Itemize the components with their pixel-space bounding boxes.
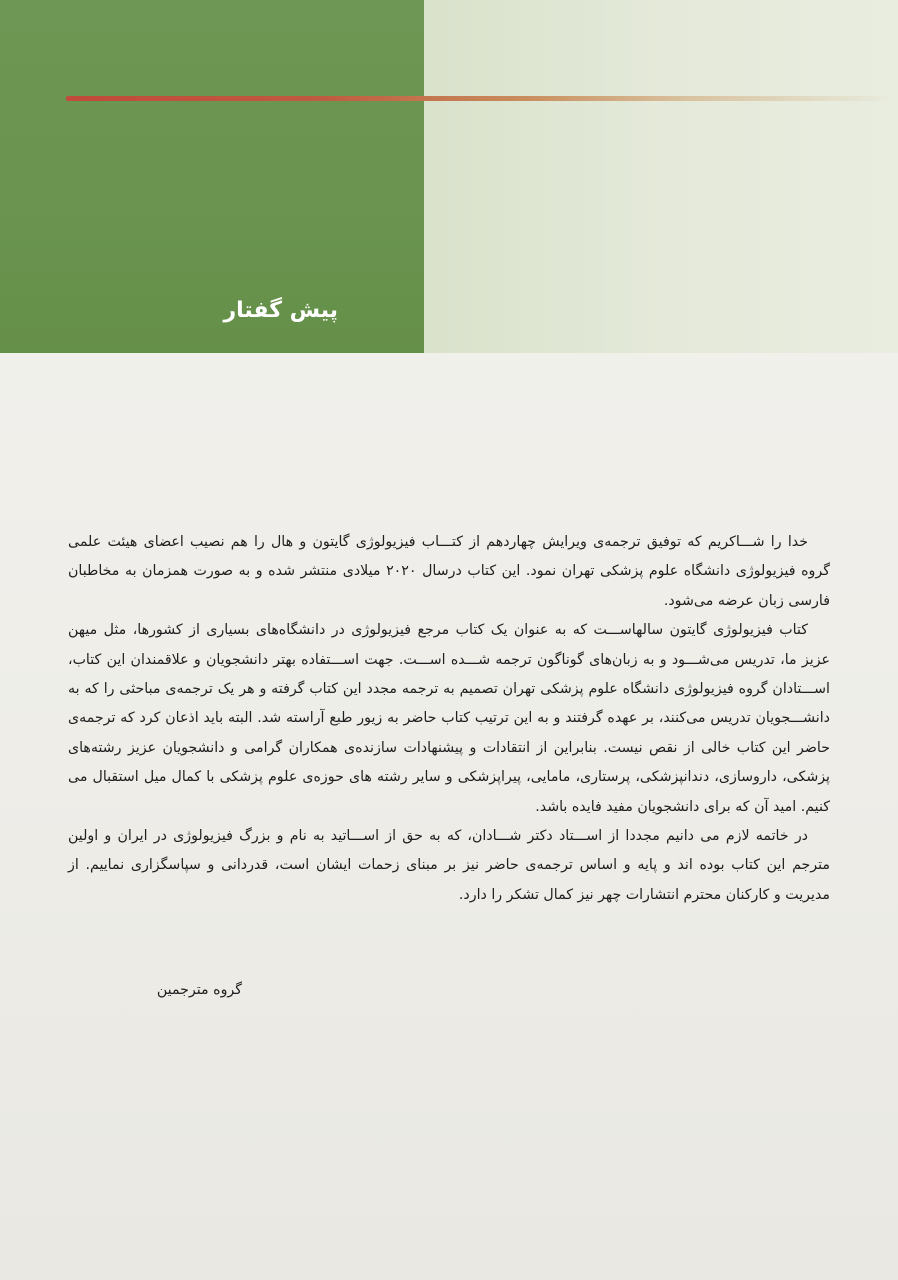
translators-signature: گروه مترجمین (156, 982, 242, 998)
preface-body (68, 528, 830, 910)
section-title: پیش گفتار (223, 298, 338, 323)
preface-paragraph-3: در خاتمه لازم می دانیم مجددا از اســـتاد دکتر شـــادان، که به حق از اســـاتید به نام و بزرگ فیزیولوژی در ایران و اولین مترجم این کتاب بوده اند و پایه و اساس ترجمه‌ی حاضر نیز بر مبنای زحمات ایشان است، قدردانی و سپاسگزاری نماییم. از مدیریت و کارکنان محترم انتشارات چهر نیز کمال تشکر را دارد. (68, 828, 830, 903)
preface-paragraph-2: کتاب فیزیولوژی گایتون سالهاســـت که به عنوان یک کتاب مرجع فیزیولوژی در دانشگاه‌های بسیاری از کشورها، مثل میهن عزیز ما، تدریس می‌شـــود و به زبان‌های گوناگون ترجمه شـــده اســـت. جهت اســـتفاده بهتر دانشجویان و علاقمندان این کتاب، اســـتادان گروه فیزیولوژی دانشگاه علوم پزشکی تهران تصمیم به ترجمه مجدد این کتاب گرفته و هر یک ترجمه‌ی مباحثی را که به دانشـــجویان تدریس می‌کنند، بر عهده گرفتند و به این ترتیب کتاب حاضر به زیور طبع آراسته شد. البته باید اذعان کرد که ترجمه‌ی حاضر این کتاب خالی از نقص نیست. بنابراین از انتقادات و پیشنهادات سازنده‌ی همکاران گرامی و دانشجویان عزیز رشته‌های پزشکی، داروسازی، دندانپزشکی، پرستاری، مامایی، پیراپزشکی و سایر رشته های حوزه‌ی علوم پزشکی با کمال میل استقبال می کنیم. امید آن که برای دانشجویان مفید فایده باشد. (68, 622, 830, 815)
header-accent-line (66, 96, 898, 101)
header-green-panel (0, 0, 424, 353)
preface-paragraph-1: خدا را شـــاکریم که توفیق ترجمه‌ی ویرایش چهاردهم از کتـــاب فیزیولوژی گایتون و هال را هم نصیب اعضای هیئت علمی گروه فیزیولوژی دانشگاه علوم پزشکی تهران نمود. این کتاب درسال ۲۰۲۰ میلادی منتشر شده و به صورت همزمان به مخاطبان فارسی زبان عرضه می‌شود. (68, 534, 830, 609)
header-pale-panel (424, 0, 898, 353)
